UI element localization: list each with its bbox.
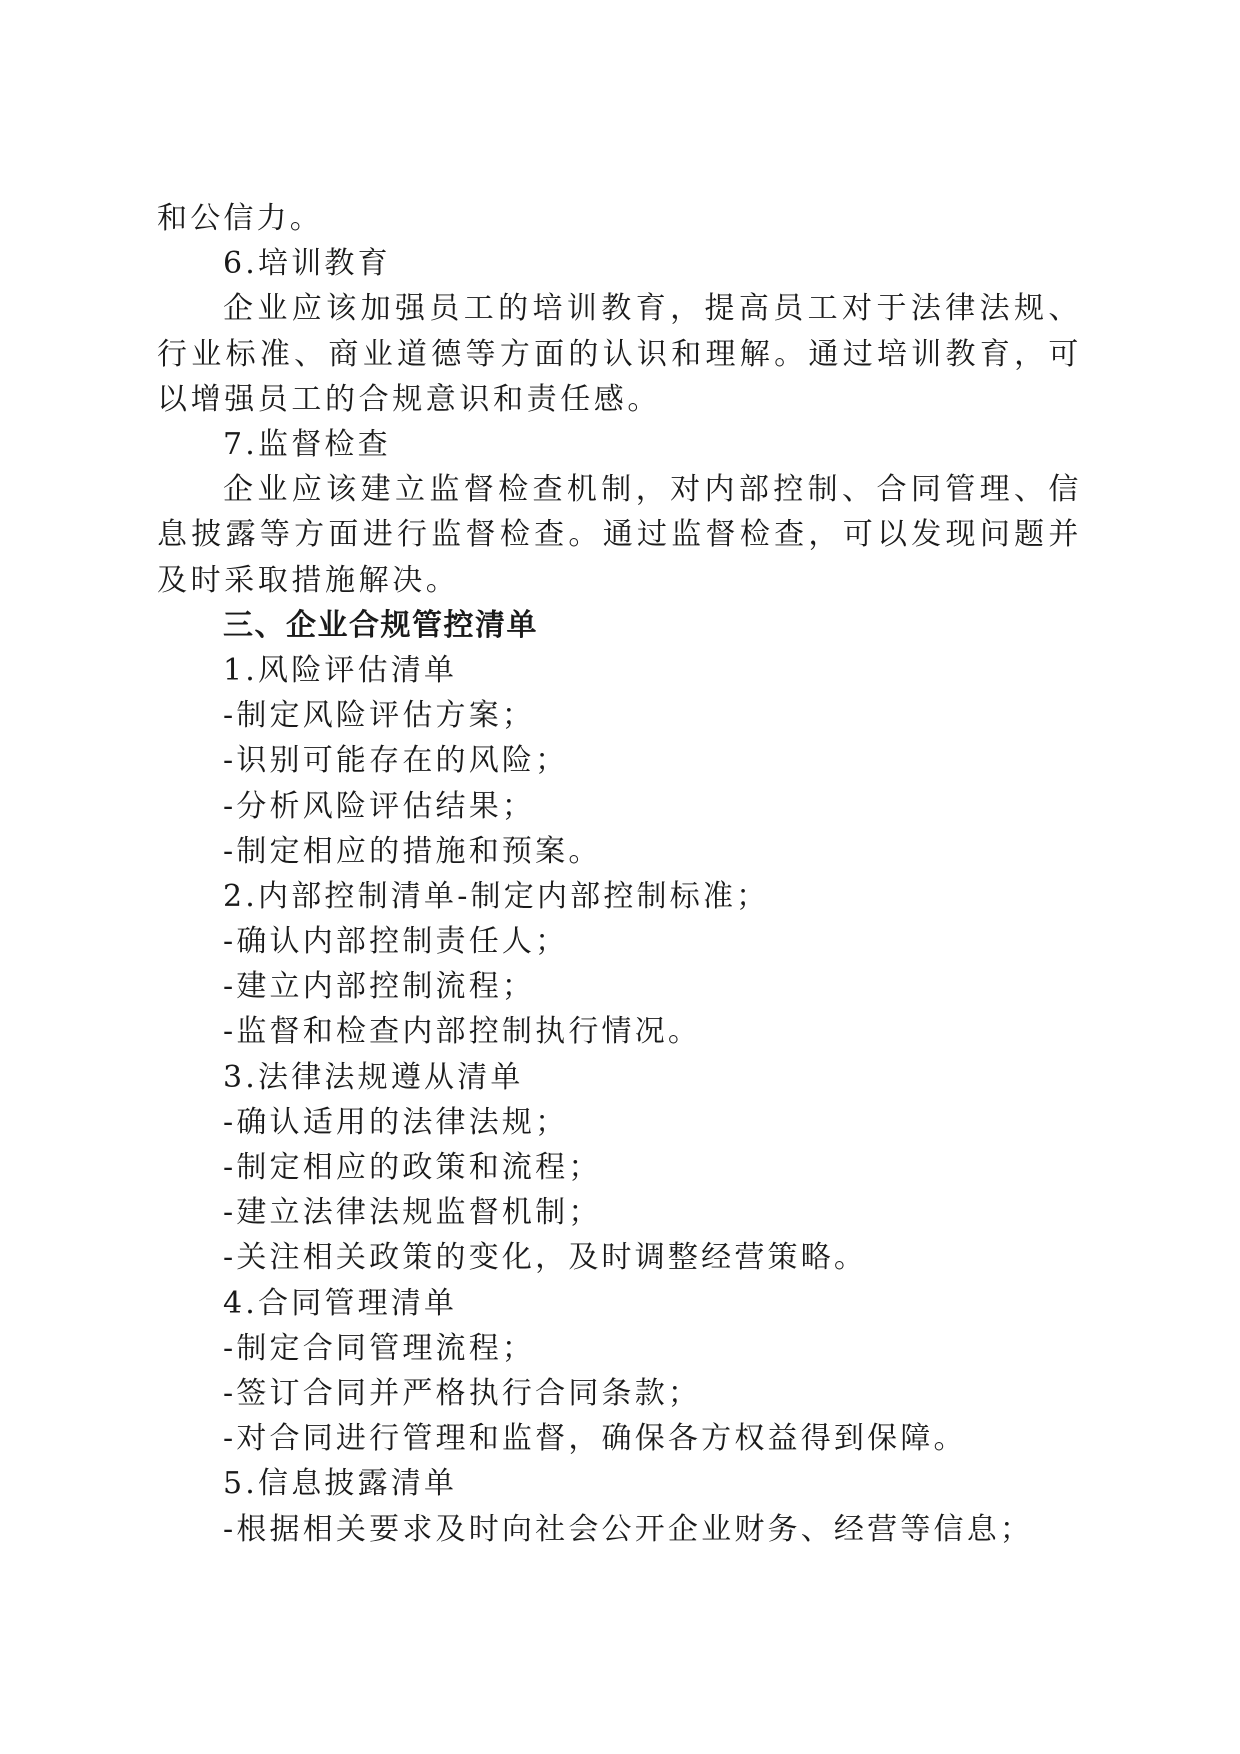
list-item: -建立法律法规监督机制； [223, 1195, 602, 1231]
list-item: -根据相关要求及时向社会公开企业财务、经营等信息； [223, 1511, 1034, 1547]
paragraph-continuation: 和公信力。 [157, 201, 323, 236]
list-item: -签订合同并严格执行合同条款； [223, 1375, 702, 1411]
list-item: -监督和检查内部控制执行情况。 [223, 1014, 702, 1050]
section-6-title: 6.培训教育 [223, 246, 391, 282]
list-item: -识别可能存在的风险； [223, 743, 569, 779]
list-item: -制定合同管理流程； [223, 1330, 536, 1366]
list-item: -关注相关政策的变化，及时调整经营策略。 [223, 1240, 868, 1276]
section-6-body: 企业应该加强员工的培训教育，提高员工对于法律法规、行业标准、商业道德等方面的认识和理解。通过培训教育，可以增强员工的合规意识和责任感。 [157, 291, 1082, 417]
list-3-title: 3.法律法规遵从清单 [223, 1059, 524, 1095]
document-body [157, 196, 1082, 1552]
list-item: -制定风险评估方案； [223, 698, 536, 734]
list-item: -确认适用的法律法规； [223, 1104, 569, 1140]
section-3-heading: 三、企业合规管控清单 [223, 607, 538, 643]
list-5-title: 5.信息披露清单 [223, 1466, 458, 1502]
list-item: -确认内部控制责任人； [223, 924, 569, 960]
list-4-title: 4.合同管理清单 [223, 1285, 458, 1321]
list-item: -建立内部控制流程； [223, 969, 536, 1005]
list-item: -对合同进行管理和监督，确保各方权益得到保障。 [223, 1421, 967, 1457]
list-2-title: 2.内部控制清单-制定内部控制标准； [223, 878, 770, 914]
list-item: -制定相应的措施和预案。 [223, 833, 602, 869]
section-7-body: 企业应该建立监督检查机制，对内部控制、合同管理、信息披露等方面进行监督检查。通过监督检查，可以发现问题并及时采取措施解决。 [157, 472, 1082, 598]
section-7-title: 7.监督检查 [223, 426, 391, 462]
list-item: -制定相应的政策和流程； [223, 1150, 602, 1186]
list-item: -分析风险评估结果； [223, 788, 536, 824]
list-1-title: 1.风险评估清单 [223, 652, 458, 688]
